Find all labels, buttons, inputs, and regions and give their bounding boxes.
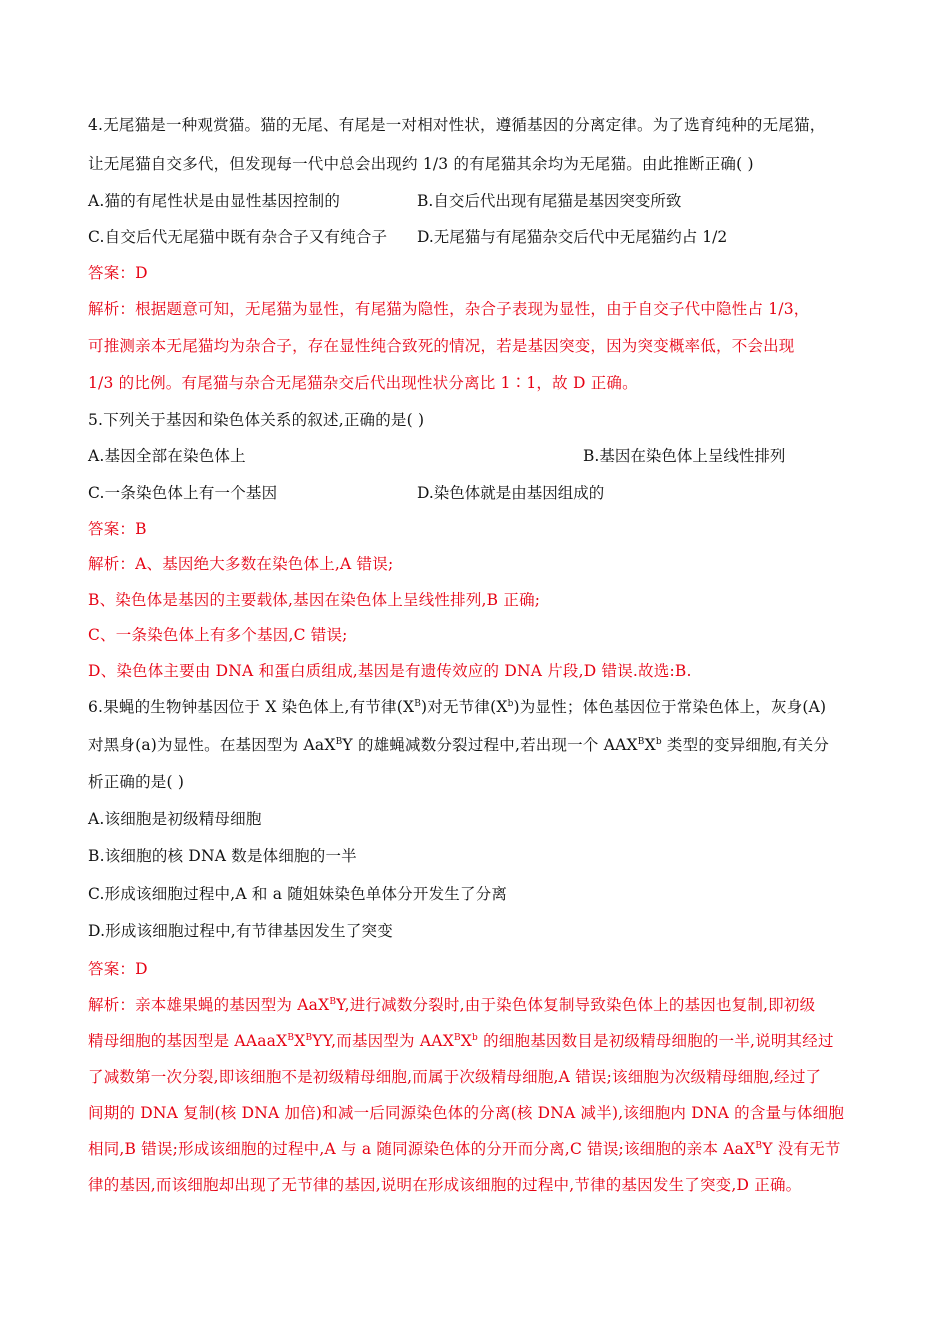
q5-stem: 5.下列关于基因和染色体关系的叙述,正确的是( ): [88, 411, 425, 429]
q4-option-a: A.猫的有尾性状是由显性基因控制的: [88, 192, 341, 210]
q4-analysis-line-2: 可推测亲本无尾猫均为杂合子，存在显性纯合致死的情况，若是基因突变，因为突变概率低，不会出现: [88, 337, 795, 355]
q6-stem-line-3: 析正确的是( ): [88, 773, 185, 791]
q5-option-d: D.染色体就是由基因组成的: [417, 484, 605, 502]
q6-analysis-line-2: 精母细胞的基因型是 $AAaaX^BX^BYY$,而基因型为 $AAX^BX^b$ 的细胞基因数目是初级精母细胞的一半,说明其经过: [88, 1032, 834, 1050]
q6-analysis-line-5: 相同,B 错误;形成该细胞的过程中,A 与 a 随同源染色体的分开而分离,C 错误;该细胞的亲本 AaX$^B$Y 没有无节: [88, 1140, 841, 1158]
q5-answer: 答案：B: [88, 520, 147, 538]
q4-stem-line-2: 让无尾猫自交多代，但发现每一代中总会出现约 1/3 的有尾猫其余均为无尾猫。由此推断正确( ): [88, 155, 754, 173]
q5-analysis-line-3: C、一条染色体上有多个基因,C 错误;: [88, 626, 348, 644]
q5-option-c: C.一条染色体上有一个基因: [88, 484, 278, 502]
q6-option-d: D.形成该细胞过程中,有节律基因发生了突变: [88, 922, 393, 940]
q4-answer: 答案：D: [88, 264, 148, 282]
q6-analysis-line-3: 了减数第一次分裂,即该细胞不是初级精母细胞,而属于次级精母细胞,A 错误;该细胞为次级精母细胞,经过了: [88, 1068, 822, 1086]
q6-option-c: C.形成该细胞过程中,A 和 a 随姐妹染色单体分开发生了分离: [88, 885, 508, 903]
q4-option-c: C.自交后代无尾猫中既有杂合子又有纯合子: [88, 228, 388, 246]
q6-option-a: A.该细胞是初级精母细胞: [88, 810, 262, 828]
q4-analysis-line-3: 1/3 的比例。有尾猫与杂合无尾猫杂交后代出现性状分离比 1∶1，故 D 正确。: [88, 374, 638, 392]
q4-analysis-line-1: 解析：根据题意可知，无尾猫为显性，有尾猫为隐性，杂合子表现为显性，由于自交子代中隐性占 1/3，: [88, 300, 810, 318]
q4-option-b: B.自交后代出现有尾猫是基因突变所致: [417, 192, 682, 210]
q5-option-a: A.基因全部在染色体上: [88, 447, 246, 465]
q5-analysis-line-2: B、染色体是基因的主要载体,基因在染色体上呈线性排列,B 正确;: [88, 591, 541, 609]
q6-answer: 答案：D: [88, 960, 148, 978]
q5-analysis-line-4: D、染色体主要由 DNA 和蛋白质组成,基因是有遗传效应的 DNA 片段,D 错误.故选:B.: [88, 662, 692, 680]
q5-analysis-line-1: 解析：A、基因绝大多数在染色体上,A 错误;: [88, 555, 394, 573]
q4-option-d: D.无尾猫与有尾猫杂交后代中无尾猫约占 1/2: [417, 228, 728, 246]
q6-analysis-line-6: 律的基因,而该细胞却出现了无节律的基因,说明在形成该细胞的过程中,节律的基因发生了突变,D 正确。: [88, 1176, 802, 1194]
q5-option-b: B.基因在染色体上呈线性排列: [583, 447, 786, 465]
q6-stem-line-1: 6.果蝇的生物钟基因位于 X 染色体上,有节律$(X^B)$对无节律$(X^b)$为显性；体色基因位于常染色体上，灰身(A): [88, 698, 827, 716]
q6-analysis-line-4: 间期的 DNA 复制(核 DNA 加倍)和减一后同源染色体的分离(核 DNA 减半),该细胞内 DNA 的含量与体细胞: [88, 1104, 845, 1122]
q6-analysis-line-1: 解析：亲本雄果蝇的基因型为 AaX$^B$Y,进行减数分裂时,由于染色体复制导致染色体上的基因也复制,即初级: [88, 996, 816, 1014]
q4-stem-line-1: 4.无尾猫是一种观赏猫。猫的无尾、有尾是一对相对性状，遵循基因的分离定律。为了选育纯种的无尾猫，: [88, 116, 826, 134]
q6-option-b: B.该细胞的核 DNA 数是体细胞的一半: [88, 847, 357, 865]
q6-stem-line-2: 对黑身(a)为显性。在基因型为 AaX$^B$Y 的雄蝇减数分裂过程中,若出现一个 $AAX^BX^b$ 类型的变异细胞,有关分: [88, 736, 830, 754]
